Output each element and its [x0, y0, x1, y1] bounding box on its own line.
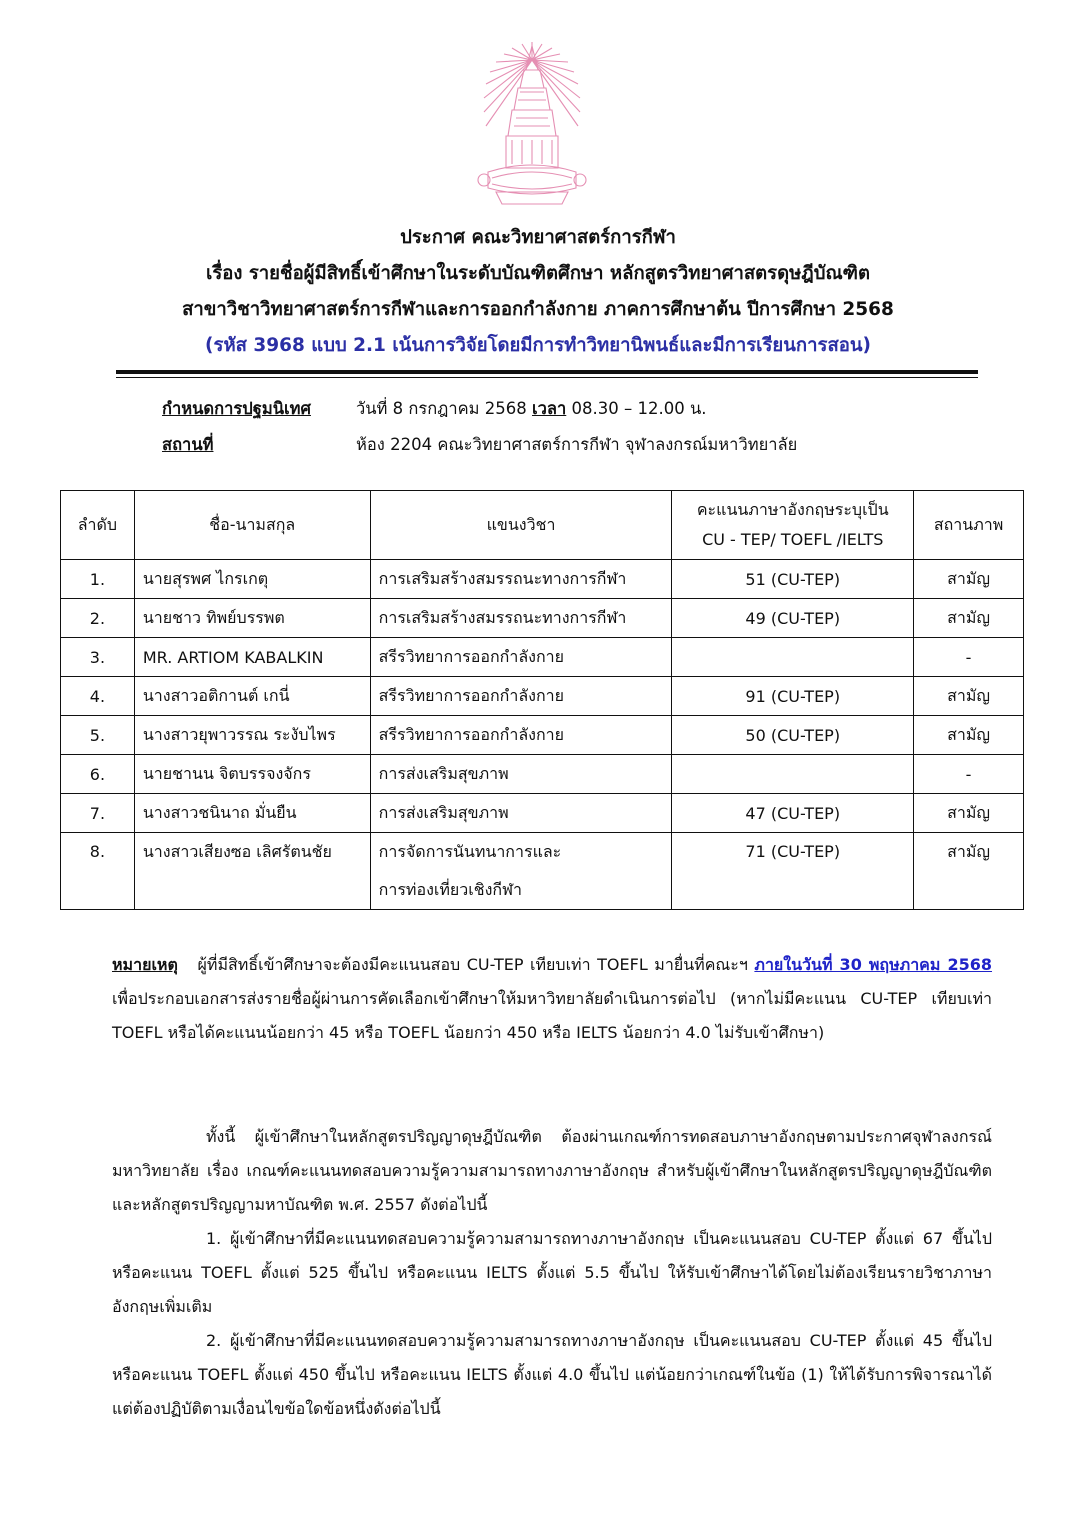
- header-line-program-code: (รหัส 3968 แบบ 2.1 เน้นการวิจัยโดยมีการทำวิทยานิพนธ์และมีการเรียนการสอน): [205, 335, 871, 356]
- cell-field-line2: การท่องเที่ยวเชิงกีฬา: [378, 880, 523, 899]
- cell-no: 6.: [61, 755, 135, 794]
- criteria-item-1: [112, 1222, 992, 1324]
- cell-status: สามัญ: [914, 599, 1024, 638]
- criteria-item-2: [112, 1324, 992, 1426]
- cell-no: 7.: [61, 794, 135, 833]
- cell-field: การส่งเสริมสุขภาพ: [370, 755, 672, 794]
- cell-name: นางสาวยุพาวรรณ ระงับไพร: [134, 716, 370, 755]
- orientation-schedule: [162, 396, 707, 422]
- cell-score: [672, 755, 914, 794]
- cell-score: 49 (CU-TEP): [672, 599, 914, 638]
- cell-name: นางสาวเสียงซอ เลิศรัตนชัย: [134, 833, 370, 910]
- cell-name: นางสาวชนินาถ มั่นยืน: [134, 794, 370, 833]
- cell-status: สามัญ: [914, 560, 1024, 599]
- cell-field: การเสริมสร้างสมรรถนะทางการกีฬา: [370, 560, 672, 599]
- admitted-students-table: [60, 490, 1024, 910]
- cell-no: 8.: [61, 833, 135, 910]
- orientation-place: [162, 432, 797, 458]
- place-label: สถานที่: [162, 435, 214, 454]
- cell-status: สามัญ: [914, 833, 1024, 910]
- cell-field: สรีรวิทยาการออกกำลังกาย: [370, 716, 672, 755]
- col-header-name: ชื่อ-นามสกุล: [134, 491, 370, 560]
- cell-status: -: [914, 755, 1024, 794]
- note-label: หมายเหตุ: [112, 955, 178, 974]
- cell-no: 1.: [61, 560, 135, 599]
- announcement-header: [0, 220, 1076, 364]
- cell-status: -: [914, 638, 1024, 677]
- header-line-faculty: ประกาศ คณะวิทยาศาสตร์การกีฬา: [400, 227, 676, 248]
- time-label: เวลา: [532, 399, 567, 418]
- criteria-intro-text: ทั้งนี้ ผู้เข้าศึกษาในหลักสูตรปริญญาดุษฎีบัณฑิต ต้องผ่านเกณฑ์การทดสอบภาษาอังกฤษตามประกาศจุฬาลงกรณ์มหาวิทยาลัย เรื่อง เกณฑ์คะแนนทดสอบความรู้ความสามารถทางภาษาอังกฤษ สำหรับผู้เข้าศึกษาในหลักสูตรปริญญาดุษฎีบัณฑิต และหลักสูตรปริญญามหาบัณฑิต พ.ศ. 2557 ดังต่อไปนี้: [112, 1127, 992, 1214]
- cell-status: สามัญ: [914, 716, 1024, 755]
- table-row: [61, 716, 1024, 755]
- header-line-subject: เรื่อง รายชื่อผู้มีสิทธิ์เข้าศึกษาในระดับบัณฑิตศึกษา หลักสูตรวิทยาศาสตรดุษฎีบัณฑิต: [206, 263, 870, 284]
- cell-field: สรีรวิทยาการออกกำลังกาย: [370, 677, 672, 716]
- cell-name: นางสาวอติกานต์ เกนี่: [134, 677, 370, 716]
- table-row: [61, 794, 1024, 833]
- cell-field: สรีรวิทยาการออกกำลังกาย: [370, 638, 672, 677]
- table-row: [61, 638, 1024, 677]
- orientation-date: วันที่ 8 กรกฎาคม 2568: [356, 399, 527, 418]
- place-value: ห้อง 2204 คณะวิทยาศาสตร์การกีฬา จุฬาลงกรณ์มหาวิทยาลัย: [356, 435, 798, 454]
- cell-score: 50 (CU-TEP): [672, 716, 914, 755]
- col-header-score: [672, 491, 914, 560]
- cell-field-line1: การจัดการนันทนาการและ: [378, 842, 562, 861]
- orientation-time: 08.30 – 12.00 น.: [571, 399, 707, 418]
- orientation-label: กำหนดการปฐมนิเทศ: [162, 399, 311, 418]
- cell-score: 71 (CU-TEP): [672, 833, 914, 910]
- cell-name: MR. ARTIOM KABALKIN: [134, 638, 370, 677]
- col-header-field: แขนงวิชา: [370, 491, 672, 560]
- criteria-item-2-text: 2. ผู้เข้าศึกษาที่มีคะแนนทดสอบความรู้ความสามารถทางภาษาอังกฤษ เป็นคะแนนสอบ CU-TEP ตั้งแต่ 45 ขึ้นไป หรือคะแนน TOEFL ตั้งแต่ 450 ขึ้นไป หรือคะแนน IELTS ตั้งแต่ 4.0 ขึ้นไป แต่น้อยกว่าเกณฑ์ในข้อ (1) ให้ได้รับการพิจารณาได้แต่ต้องปฏิบัติตามเงื่อนไขข้อใดข้อหนึ่งดังต่อไปนี้: [112, 1331, 992, 1418]
- cell-status: สามัญ: [914, 677, 1024, 716]
- cell-score: [672, 638, 914, 677]
- header-line-program: สาขาวิชาวิทยาศาสตร์การกีฬาและการออกกำลังกาย ภาคการศึกษาต้น ปีการศึกษา 2568: [182, 299, 894, 320]
- cell-name: นายชานน จิตบรรจงจักร: [134, 755, 370, 794]
- cell-no: 4.: [61, 677, 135, 716]
- cell-field: การเสริมสร้างสมรรถนะทางการกีฬา: [370, 599, 672, 638]
- cell-name: นายสุรพศ ไกรเกตุ: [134, 560, 370, 599]
- cell-no: 5.: [61, 716, 135, 755]
- cell-field: การส่งเสริมสุขภาพ: [370, 794, 672, 833]
- cell-score: 91 (CU-TEP): [672, 677, 914, 716]
- cell-no: 3.: [61, 638, 135, 677]
- table-row: [61, 599, 1024, 638]
- cell-score: 47 (CU-TEP): [672, 794, 914, 833]
- table-row: [61, 677, 1024, 716]
- note-deadline: ภายในวันที่ 30 พฤษภาคม 2568: [754, 955, 993, 974]
- table-row: [61, 560, 1024, 599]
- cell-no: 2.: [61, 599, 135, 638]
- table-header-row: [61, 491, 1024, 560]
- table-row: [61, 755, 1024, 794]
- col-header-status: สถานภาพ: [914, 491, 1024, 560]
- criteria-item-1-text: 1. ผู้เข้าศึกษาที่มีคะแนนทดสอบความรู้ความสามารถทางภาษาอังกฤษ เป็นคะแนนสอบ CU-TEP ตั้งแต่ 67 ขึ้นไป หรือคะแนน TOEFL ตั้งแต่ 525 ขึ้นไป หรือคะแนน IELTS ตั้งแต่ 5.5 ขึ้นไป ให้รับเข้าศึกษาได้โดยไม่ต้องเรียนรายวิชาภาษาอังกฤษเพิ่มเติม: [112, 1229, 992, 1316]
- divider-thick: [116, 370, 978, 374]
- note-paragraph: [112, 948, 992, 1050]
- university-seal-logo: [462, 40, 602, 208]
- divider-thin: [116, 377, 978, 378]
- cell-name: นายชาว ทิพย์บรรพต: [134, 599, 370, 638]
- cell-field: [370, 833, 672, 910]
- col-header-score-line1: คะแนนภาษาอังกฤษระบุเป็น: [696, 500, 889, 519]
- cell-score: 51 (CU-TEP): [672, 560, 914, 599]
- note-text-2: เพื่อประกอบเอกสารส่งรายชื่อผู้ผ่านการคัดเลือกเข้าศึกษาให้มหาวิทยาลัยดำเนินการต่อไป (หากไม่มีคะแนน CU-TEP เทียบเท่า TOEFL หรือได้คะแนนน้อยกว่า 45 หรือ TOEFL น้อยกว่า 450 หรือ IELTS น้อยกว่า 4.0 ไม่รับเข้าศึกษา): [112, 989, 992, 1042]
- col-header-score-line2: CU - TEP/ TOEFL /IELTS: [702, 530, 884, 549]
- criteria-intro-paragraph: [112, 1120, 992, 1222]
- note-text-1: ผู้ที่มีสิทธิ์เข้าศึกษาจะต้องมีคะแนนสอบ CU-TEP เทียบเท่า TOEFL มายื่นที่คณะฯ: [197, 955, 748, 974]
- cell-status: สามัญ: [914, 794, 1024, 833]
- table-row: [61, 833, 1024, 910]
- col-header-no: ลำดับ: [61, 491, 135, 560]
